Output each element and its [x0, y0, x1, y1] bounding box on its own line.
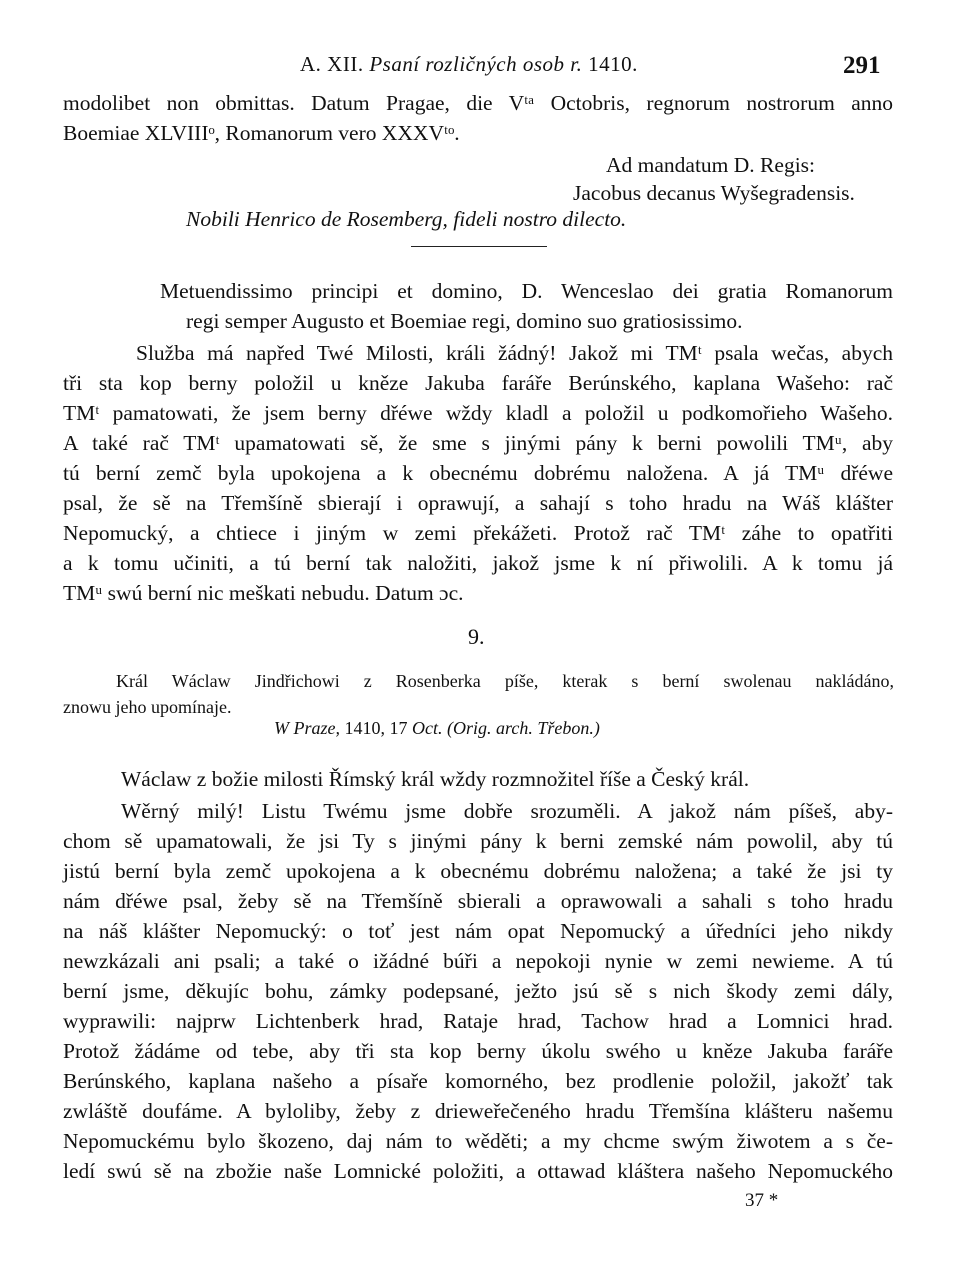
salutation-line: Metuendissimo principi et domino, D. Wenceslao dei gratia Romanorum: [160, 279, 893, 303]
text-line: zwláště doufáme. A byloliby, žeby z drieweřečeného hradu Třemšína klášteru našemu: [63, 1099, 893, 1123]
text-line: modolibet non obmittas. Datum Pragae, die Vᵗᵃ Octobris, regnorum nostrorum anno: [63, 91, 893, 115]
summary-line: Král Wáclaw Jindřichowi z Rosenberka píše, kterak s berní swolenau nakládáno,: [116, 671, 894, 691]
text-line: chom sě upamatowali, že jsi Ty s jinými pány k berni zemské nám powolil, aby tú: [63, 829, 893, 853]
address-line: Nobili Henrico de Rosemberg, fideli nostro dilecto.: [186, 207, 627, 231]
text-line: Boemiae XLVIIIᵒ, Romanorum vero XXXVᵗᵒ.: [63, 121, 460, 145]
text-line: Nepomuckému bylo škozeno, daj nám to wěděti; a my chcme swým žiwotem a s če-: [63, 1129, 893, 1153]
text-line: Protož žádáme od tebe, aby tři sta kop berny úkolu swého u kněze Jakuba faráře: [63, 1039, 893, 1063]
text-line: TMᵗ pamatowati, že jsem berny dřéwe wždy kladl a položil u podkomořieho Wašeho.: [63, 401, 893, 425]
mandate-signer: Jacobus decanus Wyšegradensis.: [573, 181, 855, 205]
text-line: Wěrný milý! Listu Twému jsme dobře srozuměli. A jakož nám píšeš, aby-: [121, 799, 893, 823]
section-divider: [411, 246, 547, 247]
section-number: 9.: [468, 624, 485, 649]
dateline-date: 1410, 17: [344, 718, 408, 738]
text-line: jistú berní byla zemč upokojena a k obecnému dobrému naložena; a také že jsi ty: [63, 859, 893, 883]
text-line: tú berní zemč byla upokojena a k obecnému dobrému naložena. A já TMᵘ dřéwe: [63, 461, 893, 485]
text-line: wyprawili: najprw Lichtenberk hrad, Rataje hrad, Tachow hrad a Lomnici hrad.: [63, 1009, 893, 1033]
mandate-line: Ad mandatum D. Regis:: [606, 153, 816, 177]
text-line: na náš klášter Nepomucký: o toť jest nám opat Nepomucký a úředníci jeho nikdy: [63, 919, 893, 943]
header-title: Psaní rozličných osob r.: [369, 52, 583, 76]
text-line: nám dřéwe psal, žeby sě na Třemšíně sbierali a oprawowali a sahali s toho hradu: [63, 889, 893, 913]
text-line: ledí swú sě na zbožie naše Lomnické položiti, a ottawad kláštera našeho Nepomuckého: [63, 1159, 893, 1183]
dateline: [274, 718, 600, 739]
header-section: A. XII.: [300, 52, 364, 76]
text-line: Berúnského, kaplana našeho a písaře komorného, bez prodlenie položil, jakožť tak: [63, 1069, 893, 1093]
text-line: berní jsme, děkujíc bohu, zámky podepsané, ježto jsú sě s nich škody zemi dály,: [63, 979, 893, 1003]
header-year: 1410.: [588, 52, 638, 76]
text-line: TMᵘ swú berní nic meškati nebudu. Datum ɔc.: [63, 581, 464, 605]
text-line: psal, že sě na Třemšíně sbierají i oprawují, a sahají s toho hradu na Wáš klášter: [63, 491, 893, 515]
dateline-place: W Praze,: [274, 718, 340, 738]
text-line: A také rač TMᵗ upamatowati sě, že sme s jinými pány k berni powolili TMᵘ, aby: [63, 431, 893, 455]
intitulatio: Wáclaw z božie milosti Římský král wždy rozmnožitel říše a Český král.: [121, 767, 750, 791]
text-line: Služba má napřed Twé Milosti, králi žádný! Jakož mi TMᵗ psala wečas, abych: [136, 341, 893, 365]
text-line: Nepomucký, a chtiece i jiným w zemi překážeti. Protož rač TMᵗ záhe to opatřiti: [63, 521, 893, 545]
text-line: tři sta kop berny položil u kněze Jakuba faráře Berúnského, kaplana Wašeho: rač: [63, 371, 893, 395]
running-header: [300, 52, 638, 77]
signature-mark: 37 *: [745, 1190, 779, 1211]
page-number: 291: [843, 52, 881, 79]
dateline-month: Oct.: [412, 718, 443, 738]
salutation-line: regi semper Augusto et Boemiae regi, domino suo gratiosissimo.: [186, 309, 743, 333]
text-line: newzkázali ani psali; a také o ižádné búři a nepokoji nynie w zemi newieme. A tú: [63, 949, 893, 973]
dateline-source: (Orig. arch. Třebon.): [447, 718, 600, 738]
text-line: a k tomu učiniti, a tú berní tak naložiti, jakož jsme k ní přiwolili. A k tomu já: [63, 551, 893, 575]
summary-line: znowu jeho upomínaje.: [63, 697, 232, 717]
